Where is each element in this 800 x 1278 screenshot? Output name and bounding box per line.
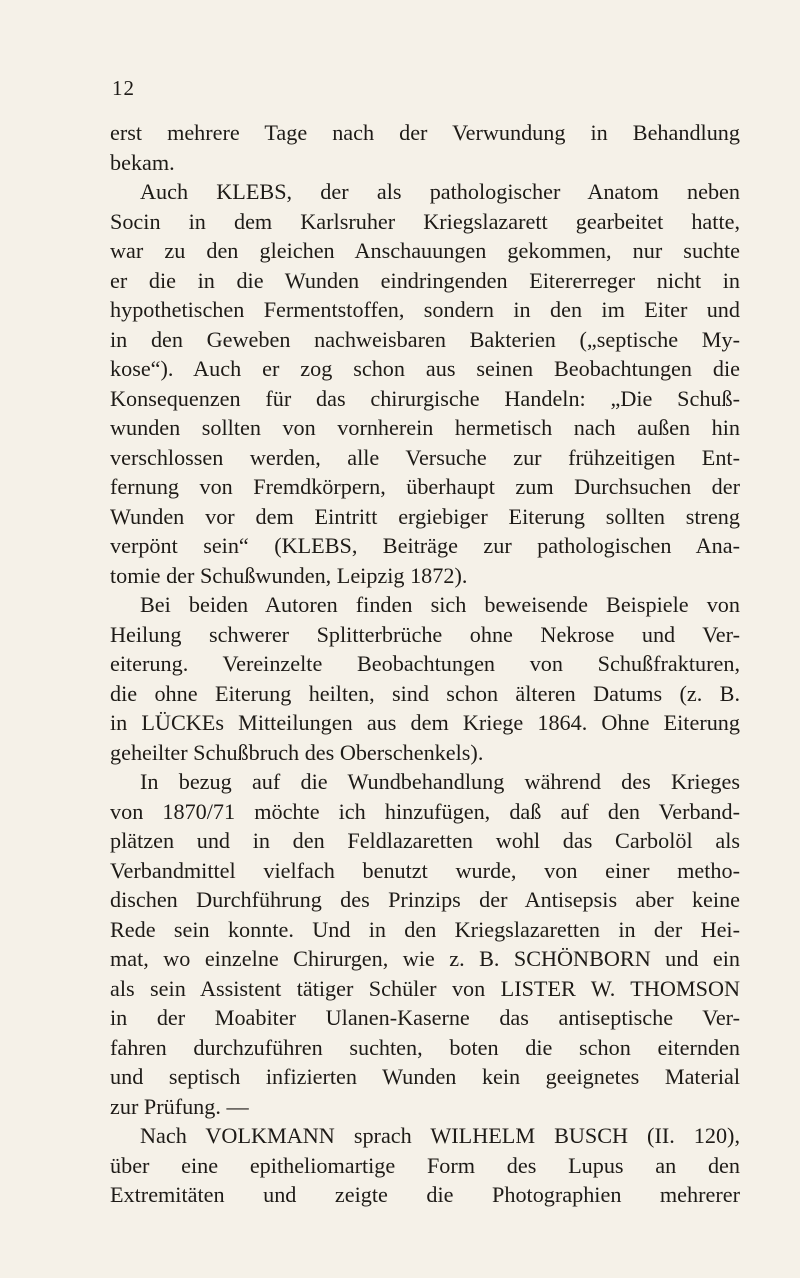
text-line: tomie der Schußwunden, Leipzig 1872). [110, 562, 468, 588]
body-text [110, 118, 740, 1210]
text-line: wunden sollten von vornherein hermetisch nach außen hin [110, 415, 740, 440]
text-line: Konsequenzen für das chirurgische Handeln: „Die Schuß- [110, 385, 740, 411]
text-line: plätzen und in den Feldlazaretten wohl das Carbolöl als [110, 828, 740, 853]
text-line: erst mehrere Tage nach der Verwundung in Behandlung [110, 120, 740, 145]
text-line: Nach VOLKMANN sprach WILHELM BUSCH (II. 120), [140, 1123, 740, 1148]
text-line: Rede sein konnte. Und in den Kriegslazaretten in der Hei- [110, 916, 740, 942]
text-line: Extremitäten und zeigte die Photographien mehrerer [110, 1182, 740, 1207]
text-line: Heilung schwerer Splitterbrüche ohne Nekrose und Ver- [110, 621, 740, 647]
text-line: die ohne Eiterung heilten, sind schon älteren Datums (z. B. [110, 680, 740, 706]
text-line: Wunden vor dem Eintritt ergiebiger Eiterung sollten streng [110, 503, 740, 529]
text-line: bekam. [110, 149, 175, 175]
text-line: In bezug auf die Wundbehandlung während des Krieges [140, 769, 740, 794]
text-line: fernung von Fremdkörpern, überhaupt zum Durchsuchen der [110, 474, 740, 499]
text-line: Auch KLEBS, der als pathologischer Anatom neben [140, 179, 740, 204]
text-line: kose“). Auch er zog schon aus seinen Beobachtungen die [110, 356, 740, 381]
text-line: und septisch infizierten Wunden kein geeignetes Material [110, 1064, 740, 1089]
text-line: geheilter Schußbruch des Oberschenkels). [110, 739, 484, 765]
text-line: in der Moabiter Ulanen-Kaserne das antiseptische Ver- [110, 1005, 740, 1030]
text-line: über eine epitheliomartige Form des Lupus an den [110, 1152, 740, 1178]
text-line: mat, wo einzelne Chirurgen, wie z. B. SCHÖNBORN und ein [110, 946, 740, 971]
text-line: verschlossen werden, alle Versuche zur frühzeitigen Ent- [110, 444, 740, 470]
text-line: verpönt sein“ (KLEBS, Beiträge zur pathologischen Ana- [110, 533, 740, 558]
text-line: in den Geweben nachweisbaren Bakterien („septische My- [110, 326, 740, 352]
page-number: 12 [112, 76, 135, 100]
text-line: von 1870/71 möchte ich hinzufügen, daß auf den Verband- [110, 798, 740, 824]
text-line: er die in die Wunden eindringenden Eitererreger nicht in [110, 267, 740, 293]
text-line: Verbandmittel vielfach benutzt wurde, von einer metho- [110, 857, 740, 883]
text-line: in LÜCKEs Mitteilungen aus dem Kriege 1864. Ohne Eiterung [110, 710, 740, 735]
text-line: hypothetischen Fermentstoffen, sondern in den im Eiter und [110, 297, 740, 322]
text-line: war zu den gleichen Anschauungen gekommen, nur suchte [110, 238, 740, 263]
text-line: Bei beiden Autoren finden sich beweisende Beispiele von [140, 592, 740, 617]
text-line: Socin in dem Karlsruher Kriegslazarett gearbeitet hatte, [110, 208, 740, 234]
text-line: zur Prüfung. — [110, 1093, 249, 1119]
text-line: eiterung. Vereinzelte Beobachtungen von Schußfrakturen, [110, 651, 740, 676]
text-line: als sein Assistent tätiger Schüler von LISTER W. THOMSON [110, 975, 740, 1001]
text-line: dischen Durchführung des Prinzips der Antisepsis aber keine [110, 887, 740, 912]
text-line: fahren durchzuführen suchten, boten die schon eiternden [110, 1034, 740, 1060]
